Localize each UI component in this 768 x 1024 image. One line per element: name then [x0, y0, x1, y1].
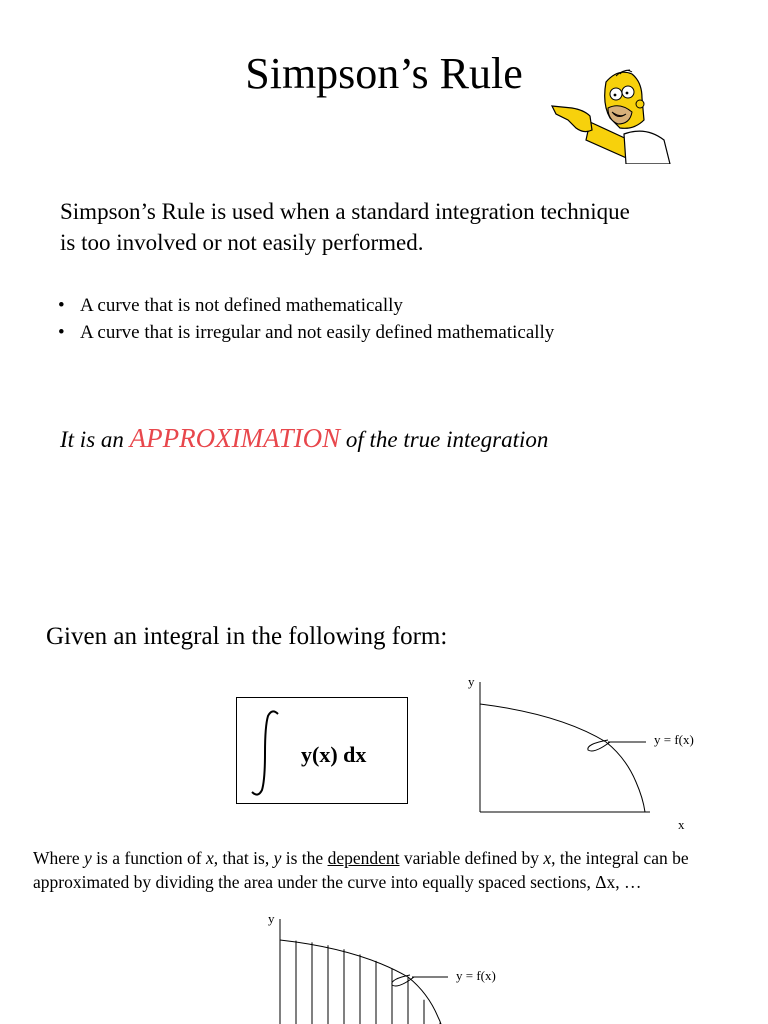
explanation-text: , the integral can be approximated by dividing the area under the curve into equally spaced sections, — [33, 848, 689, 892]
bullet-text: A curve that is irregular and not easily defined mathematically — [80, 322, 555, 343]
slide-title: Simpson’s Rule — [245, 49, 523, 98]
y-axis-label: y — [268, 911, 275, 926]
homer-pointing-illustration — [546, 68, 672, 164]
explanation-text: is the — [281, 848, 328, 868]
approximation-emphasis: APPROXIMATION — [129, 423, 341, 453]
explanation-paragraph — [33, 846, 743, 894]
intro-paragraph — [60, 196, 740, 258]
sectioned-function-graph — [262, 905, 522, 1024]
variable-x: x — [543, 848, 552, 868]
y-axis-label: y — [468, 674, 475, 689]
variable-y: y — [273, 848, 282, 868]
bullet-marker: • — [58, 295, 65, 316]
dependent-term: dependent — [327, 848, 400, 868]
approximation-prefix: It is an — [60, 427, 130, 452]
explanation-text: is a function of — [91, 848, 207, 868]
given-heading: Given an integral in the following form: — [46, 623, 448, 650]
approximation-statement — [60, 423, 548, 454]
explanation-text: variable defined by — [399, 848, 544, 868]
function-graph — [460, 670, 720, 840]
explanation-text: Where — [33, 848, 85, 868]
explanation-text: , that is, — [213, 848, 274, 868]
explanation-text: , … — [615, 872, 642, 892]
integrand: y(x) dx — [301, 742, 367, 767]
section-lines — [296, 941, 440, 1024]
curve-callout-loop — [588, 740, 610, 751]
bullet-item — [58, 319, 738, 346]
x-axis-label: x — [678, 817, 685, 832]
bullet-list — [58, 292, 738, 346]
function-curve — [480, 704, 645, 812]
curve-label: y = f(x) — [456, 968, 496, 983]
integral-sign-icon — [248, 708, 282, 798]
approximation-suffix: of the true integration — [340, 427, 549, 452]
intro-line-2: is too involved or not easily performed. — [60, 230, 424, 255]
bullet-text: A curve that is not defined mathematically — [80, 295, 403, 316]
bullet-item — [58, 292, 738, 319]
curve-callout-loop — [392, 975, 414, 986]
variable-y: y — [84, 848, 92, 868]
intro-line-1: Simpson’s Rule is used when a standard integration technique — [60, 199, 630, 224]
bullet-marker: • — [58, 322, 65, 343]
curve-label: y = f(x) — [654, 732, 694, 747]
delta-x-term: Δx — [595, 872, 616, 892]
variable-x: x — [206, 848, 214, 868]
